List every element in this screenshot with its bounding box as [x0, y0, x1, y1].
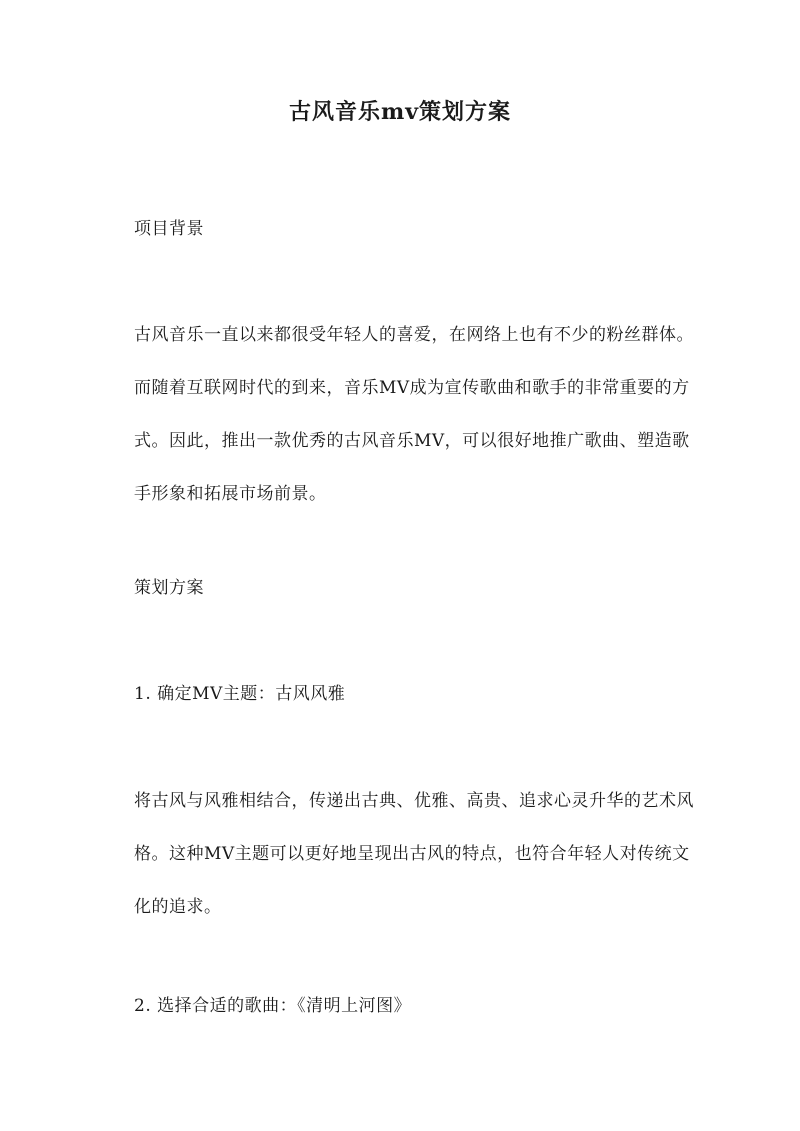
paragraph-background: 古风音乐一直以来都很受年轻人的喜爱，在网络上也有不少的粉丝群体。而随着互联网时代的到来，音乐MV成为宣传歌曲和歌手的非常重要的方式。因此，推出一款优秀的古风音乐MV，可以很好地推广歌曲、塑造歌手形象和拓展市场前景。 [134, 325, 694, 504]
paragraph-theme: 将古风与风雅相结合，传递出古典、优雅、高贵、追求心灵升华的艺术风格。这种MV主题可以更好地呈现出古风的特点，也符合年轻人对传统文化的追求。 [134, 791, 694, 917]
section-heading-plan: 策划方案 [134, 578, 204, 598]
item-heading-theme: 1. 确定MV主题：古风风雅 [134, 684, 346, 704]
document-title: 古风音乐mv策划方案 [288, 99, 512, 125]
section-heading-background: 项目背景 [134, 219, 204, 239]
item-heading-song: 2. 选择合适的歌曲：《清明上河图》 [134, 996, 412, 1016]
